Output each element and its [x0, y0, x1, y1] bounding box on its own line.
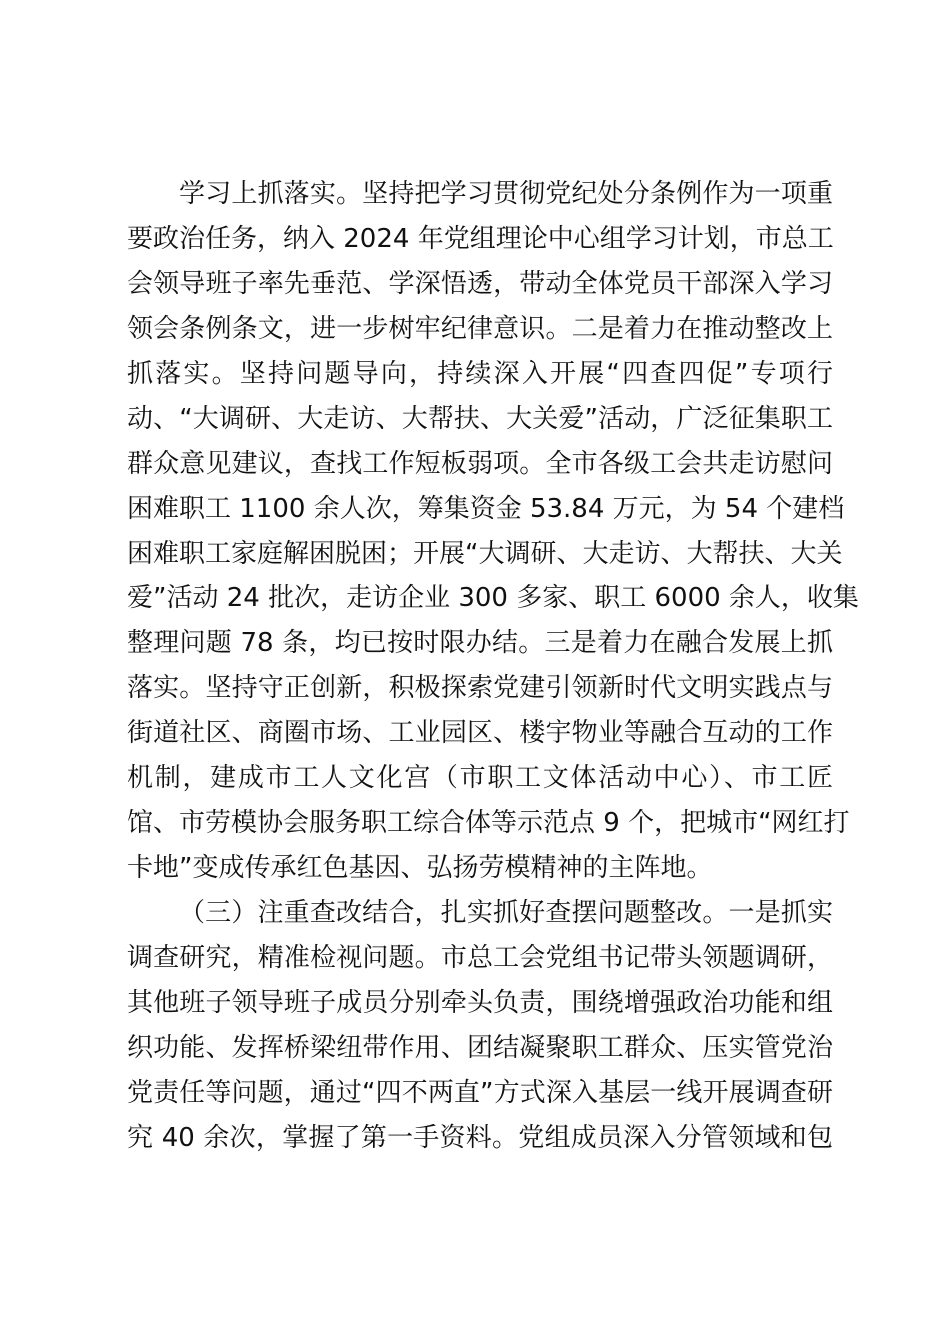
paragraph-line: 整理问题 78 条，均已按时限办结。三是着力在融合发展上抓	[127, 628, 833, 659]
paragraph-line: 困难职工家庭解困脱困；开展“大调研、大走访、大帮扶、大关	[127, 538, 843, 569]
paragraph-line: 落实。坚持守正创新，积极探索党建引领新时代文明实践点与	[127, 673, 833, 704]
paragraph-line: 馆、市劳模协会服务职工综合体等示范点 9 个，把城市“网红打	[127, 808, 850, 839]
paragraph-line: 学习上抓落实。坚持把学习贯彻党纪处分条例作为一项重	[179, 179, 833, 209]
body-text	[127, 172, 859, 1161]
section-heading-line: （三）注重查改结合，扎实抓好查摆问题整改。一是抓实	[179, 898, 833, 928]
paragraph-line: 调查研究，精准检视问题。市总工会党组书记带头领题调研，	[127, 942, 833, 973]
paragraph-line: 机制，建成市工人文化宫（市职工文体活动中心）、市工匠	[127, 763, 833, 794]
paragraph-line: 领会条例条文，进一步树牢纪律意识。二是着力在推动整改上	[127, 313, 833, 344]
paragraph-line: 卡地”变成传承红色基因、弘扬劳模精神的主阵地。	[127, 853, 713, 884]
paragraph-line: 究 40 余次，掌握了第一手资料。党组成员深入分管领域和包	[127, 1122, 833, 1153]
paragraph-line: 党责任等问题，通过“四不两直”方式深入基层一线开展调查研	[127, 1077, 833, 1108]
paragraph-line: 会领导班子率先垂范、学深悟透，带动全体党员干部深入学习	[127, 268, 833, 299]
paragraph-line: 群众意见建议，查找工作短板弱项。全市各级工会共走访慰问	[127, 448, 833, 479]
paragraph-line: 动、“大调研、大走访、大帮扶、大关爱”活动，广泛征集职工	[127, 403, 833, 434]
paragraph-line: 街道社区、商圈市场、工业园区、楼宇物业等融合互动的工作	[127, 718, 833, 749]
paragraph-line: 爱”活动 24 批次，走访企业 300 多家、职工 6000 余人，收集	[127, 583, 859, 614]
paragraph-line: 要政治任务，纳入 2024 年党组理论中心组学习计划，市总工	[127, 223, 834, 254]
paragraph-line: 困难职工 1100 余人次，筹集资金 53.84 万元，为 54 个建档	[127, 493, 845, 524]
paragraph-line: 织功能、发挥桥梁纽带作用、团结凝聚职工群众、压实管党治	[127, 1032, 833, 1063]
paragraph-line: 抓落实。坚持问题导向，持续深入开展“四查四促”专项行	[127, 358, 833, 389]
paragraph-line: 其他班子领导班子成员分别牵头负责，围绕增强政治功能和组	[127, 987, 833, 1018]
